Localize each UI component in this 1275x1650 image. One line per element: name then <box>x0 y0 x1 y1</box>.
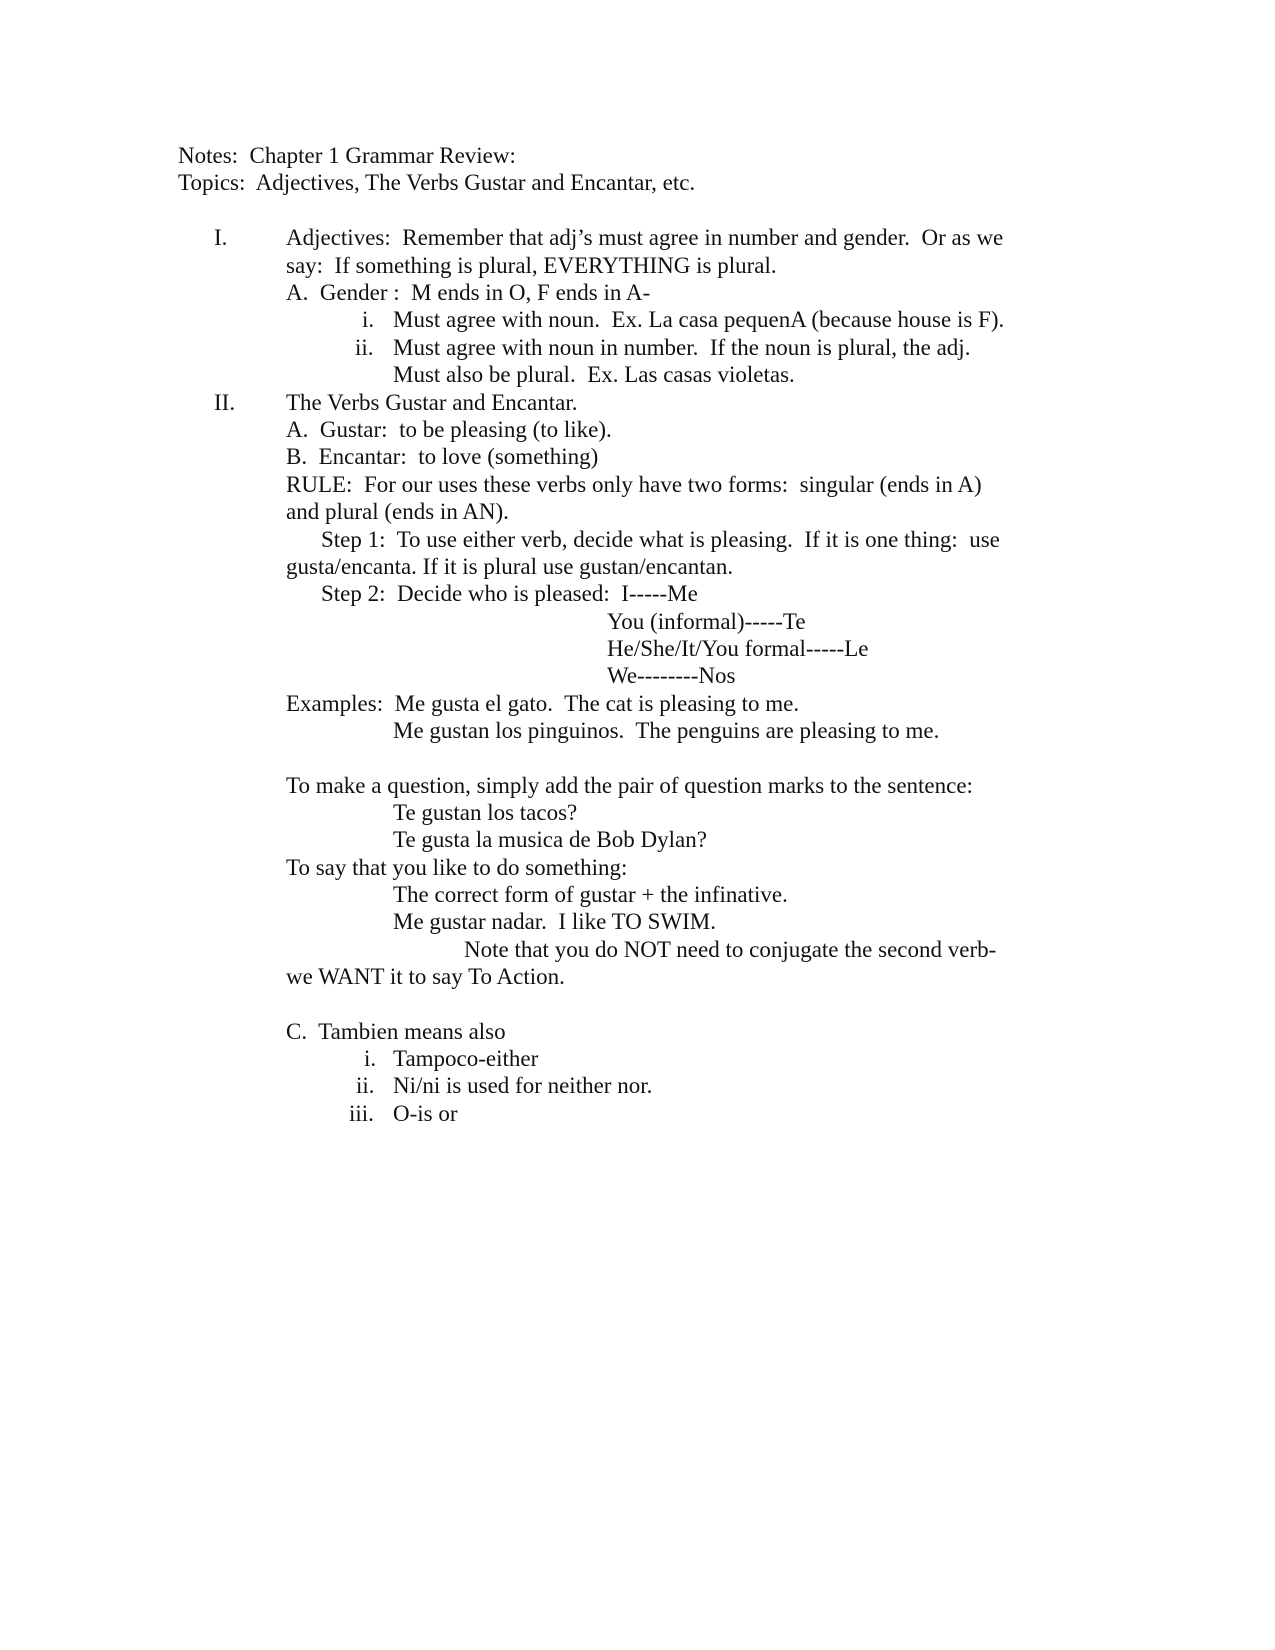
pronoun-row: You (informal)-----Te <box>607 609 806 634</box>
pronoun-row: We--------Nos <box>607 663 736 688</box>
adjectives-intro-line1: Adjectives: Remember that adj’s must agree in number and gender. Or as we <box>286 225 1004 250</box>
adjectives-intro-line2: say: If something is plural, EVERYTHING is plural. <box>286 253 777 278</box>
step1-line2: gusta/encanta. If it is plural use gustan/encantan. <box>286 554 734 579</box>
list-item: Ni/ni is used for neither nor. <box>393 1073 653 1098</box>
tambien-heading: C. Tambien means also <box>286 1019 506 1044</box>
encantar-definition: B. Encantar: to love (something) <box>286 444 599 469</box>
gustar-definition: A. Gustar: to be pleasing (to like). <box>286 417 612 442</box>
list-marker: i. <box>364 1046 377 1071</box>
step2-line: Step 2: Decide who is pleased: I-----Me <box>321 581 698 606</box>
list-marker: iii. <box>349 1101 374 1126</box>
examples-line2: Me gustan los pinguinos. The penguins are pleasing to me. <box>393 718 940 743</box>
list-item: Tampoco-either <box>393 1046 539 1071</box>
list-item: Must agree with noun in number. If the noun is plural, the adj. <box>393 335 971 360</box>
like-rule: The correct form of gustar + the infinative. <box>393 882 788 907</box>
examples-line1: Examples: Me gusta el gato. The cat is pleasing to me. <box>286 691 800 716</box>
step1-line1: Step 1: To use either verb, decide what is pleasing. If it is one thing: use <box>321 527 1000 552</box>
list-item: Must agree with noun. Ex. La casa pequenA (because house is F). <box>393 307 1005 332</box>
question-example: Te gusta la musica de Bob Dylan? <box>393 827 707 852</box>
page-title: Notes: Chapter 1 Grammar Review: <box>178 143 516 168</box>
note-line2: we WANT it to say To Action. <box>286 964 565 989</box>
note-line1: Note that you do NOT need to conjugate the second verb- <box>464 937 997 962</box>
list-marker: ii. <box>355 335 374 360</box>
section-numeral-2: II. <box>214 390 236 415</box>
rule-line2: and plural (ends in AN). <box>286 499 509 524</box>
rule-line1: RULE: For our uses these verbs only have two forms: singular (ends in A) <box>286 472 982 497</box>
verbs-heading: The Verbs Gustar and Encantar. <box>286 390 578 415</box>
list-item: O-is or <box>393 1101 458 1126</box>
section-numeral-1: I. <box>214 225 228 250</box>
topics-line: Topics: Adjectives, The Verbs Gustar and Encantar, etc. <box>178 170 696 195</box>
question-example: Te gustan los tacos? <box>393 800 578 825</box>
gender-heading: A. Gender : M ends in O, F ends in A- <box>286 280 651 305</box>
question-intro: To make a question, simply add the pair of question marks to the sentence: <box>286 773 973 798</box>
list-marker: ii. <box>356 1073 375 1098</box>
list-marker: i. <box>362 307 375 332</box>
pronoun-row: He/She/It/You formal-----Le <box>607 636 869 661</box>
like-example: Me gustar nadar. I like TO SWIM. <box>393 909 717 934</box>
like-intro: To say that you like to do something: <box>286 855 628 880</box>
list-item-continuation: Must also be plural. Ex. Las casas violetas. <box>393 362 795 387</box>
